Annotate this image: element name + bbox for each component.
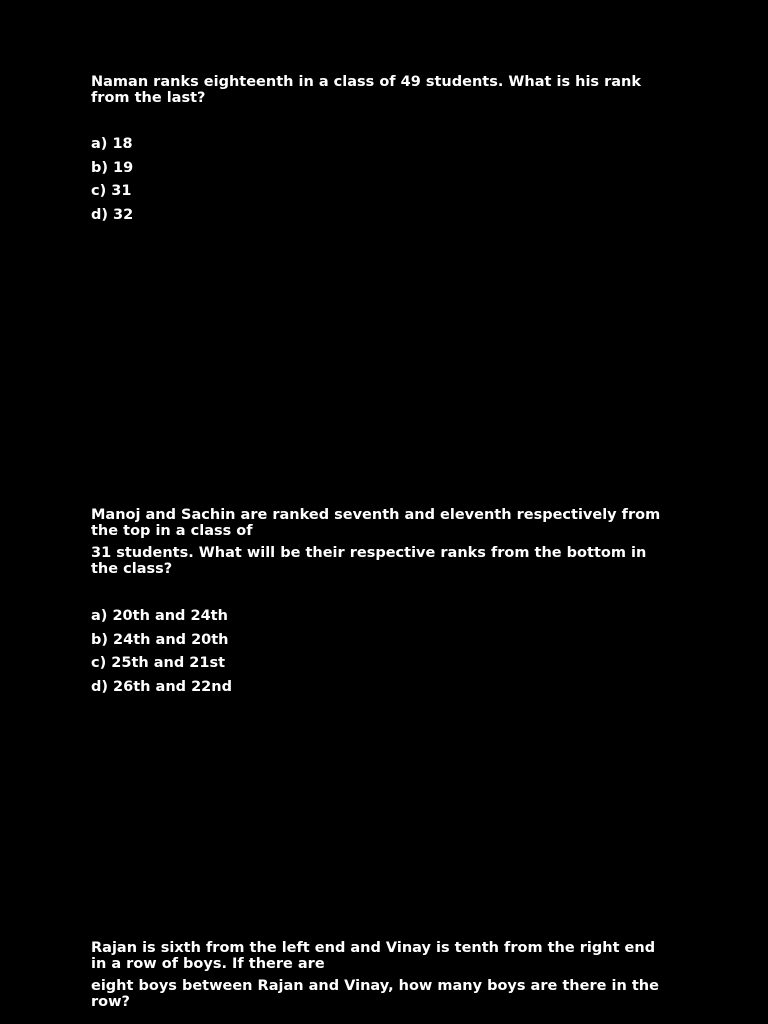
- option-b: b) 19: [91, 159, 134, 176]
- question-3: [91, 940, 671, 1010]
- answer-options: [91, 608, 671, 702]
- question-text: 31 students. What will be their respective ranks from the bottom in the class?: [91, 545, 647, 577]
- question-text: eight boys between Rajan and Vinay, how many boys are there in the row?: [91, 978, 659, 1010]
- option-d: d) 26th and 22nd: [91, 678, 232, 695]
- question-text: Naman ranks eighteenth in a class of 49 students. What is his rank from the last?: [91, 74, 642, 106]
- question-text: Manoj and Sachin are ranked seventh and eleventh respectively from the top in a class of: [91, 507, 661, 539]
- answer-options: [91, 136, 671, 230]
- option-d: d) 32: [91, 206, 134, 223]
- question-1: [91, 74, 671, 230]
- question-text: Rajan is sixth from the left end and Vinay is tenth from the right end in a row of boys. If there are: [91, 940, 656, 972]
- question-2: [91, 507, 671, 702]
- option-c: c) 25th and 21st: [91, 655, 226, 671]
- option-c: c) 31: [91, 183, 132, 199]
- option-a: a) 20th and 24th: [91, 608, 228, 624]
- option-b: b) 24th and 20th: [91, 631, 229, 648]
- option-a: a) 18: [91, 136, 133, 152]
